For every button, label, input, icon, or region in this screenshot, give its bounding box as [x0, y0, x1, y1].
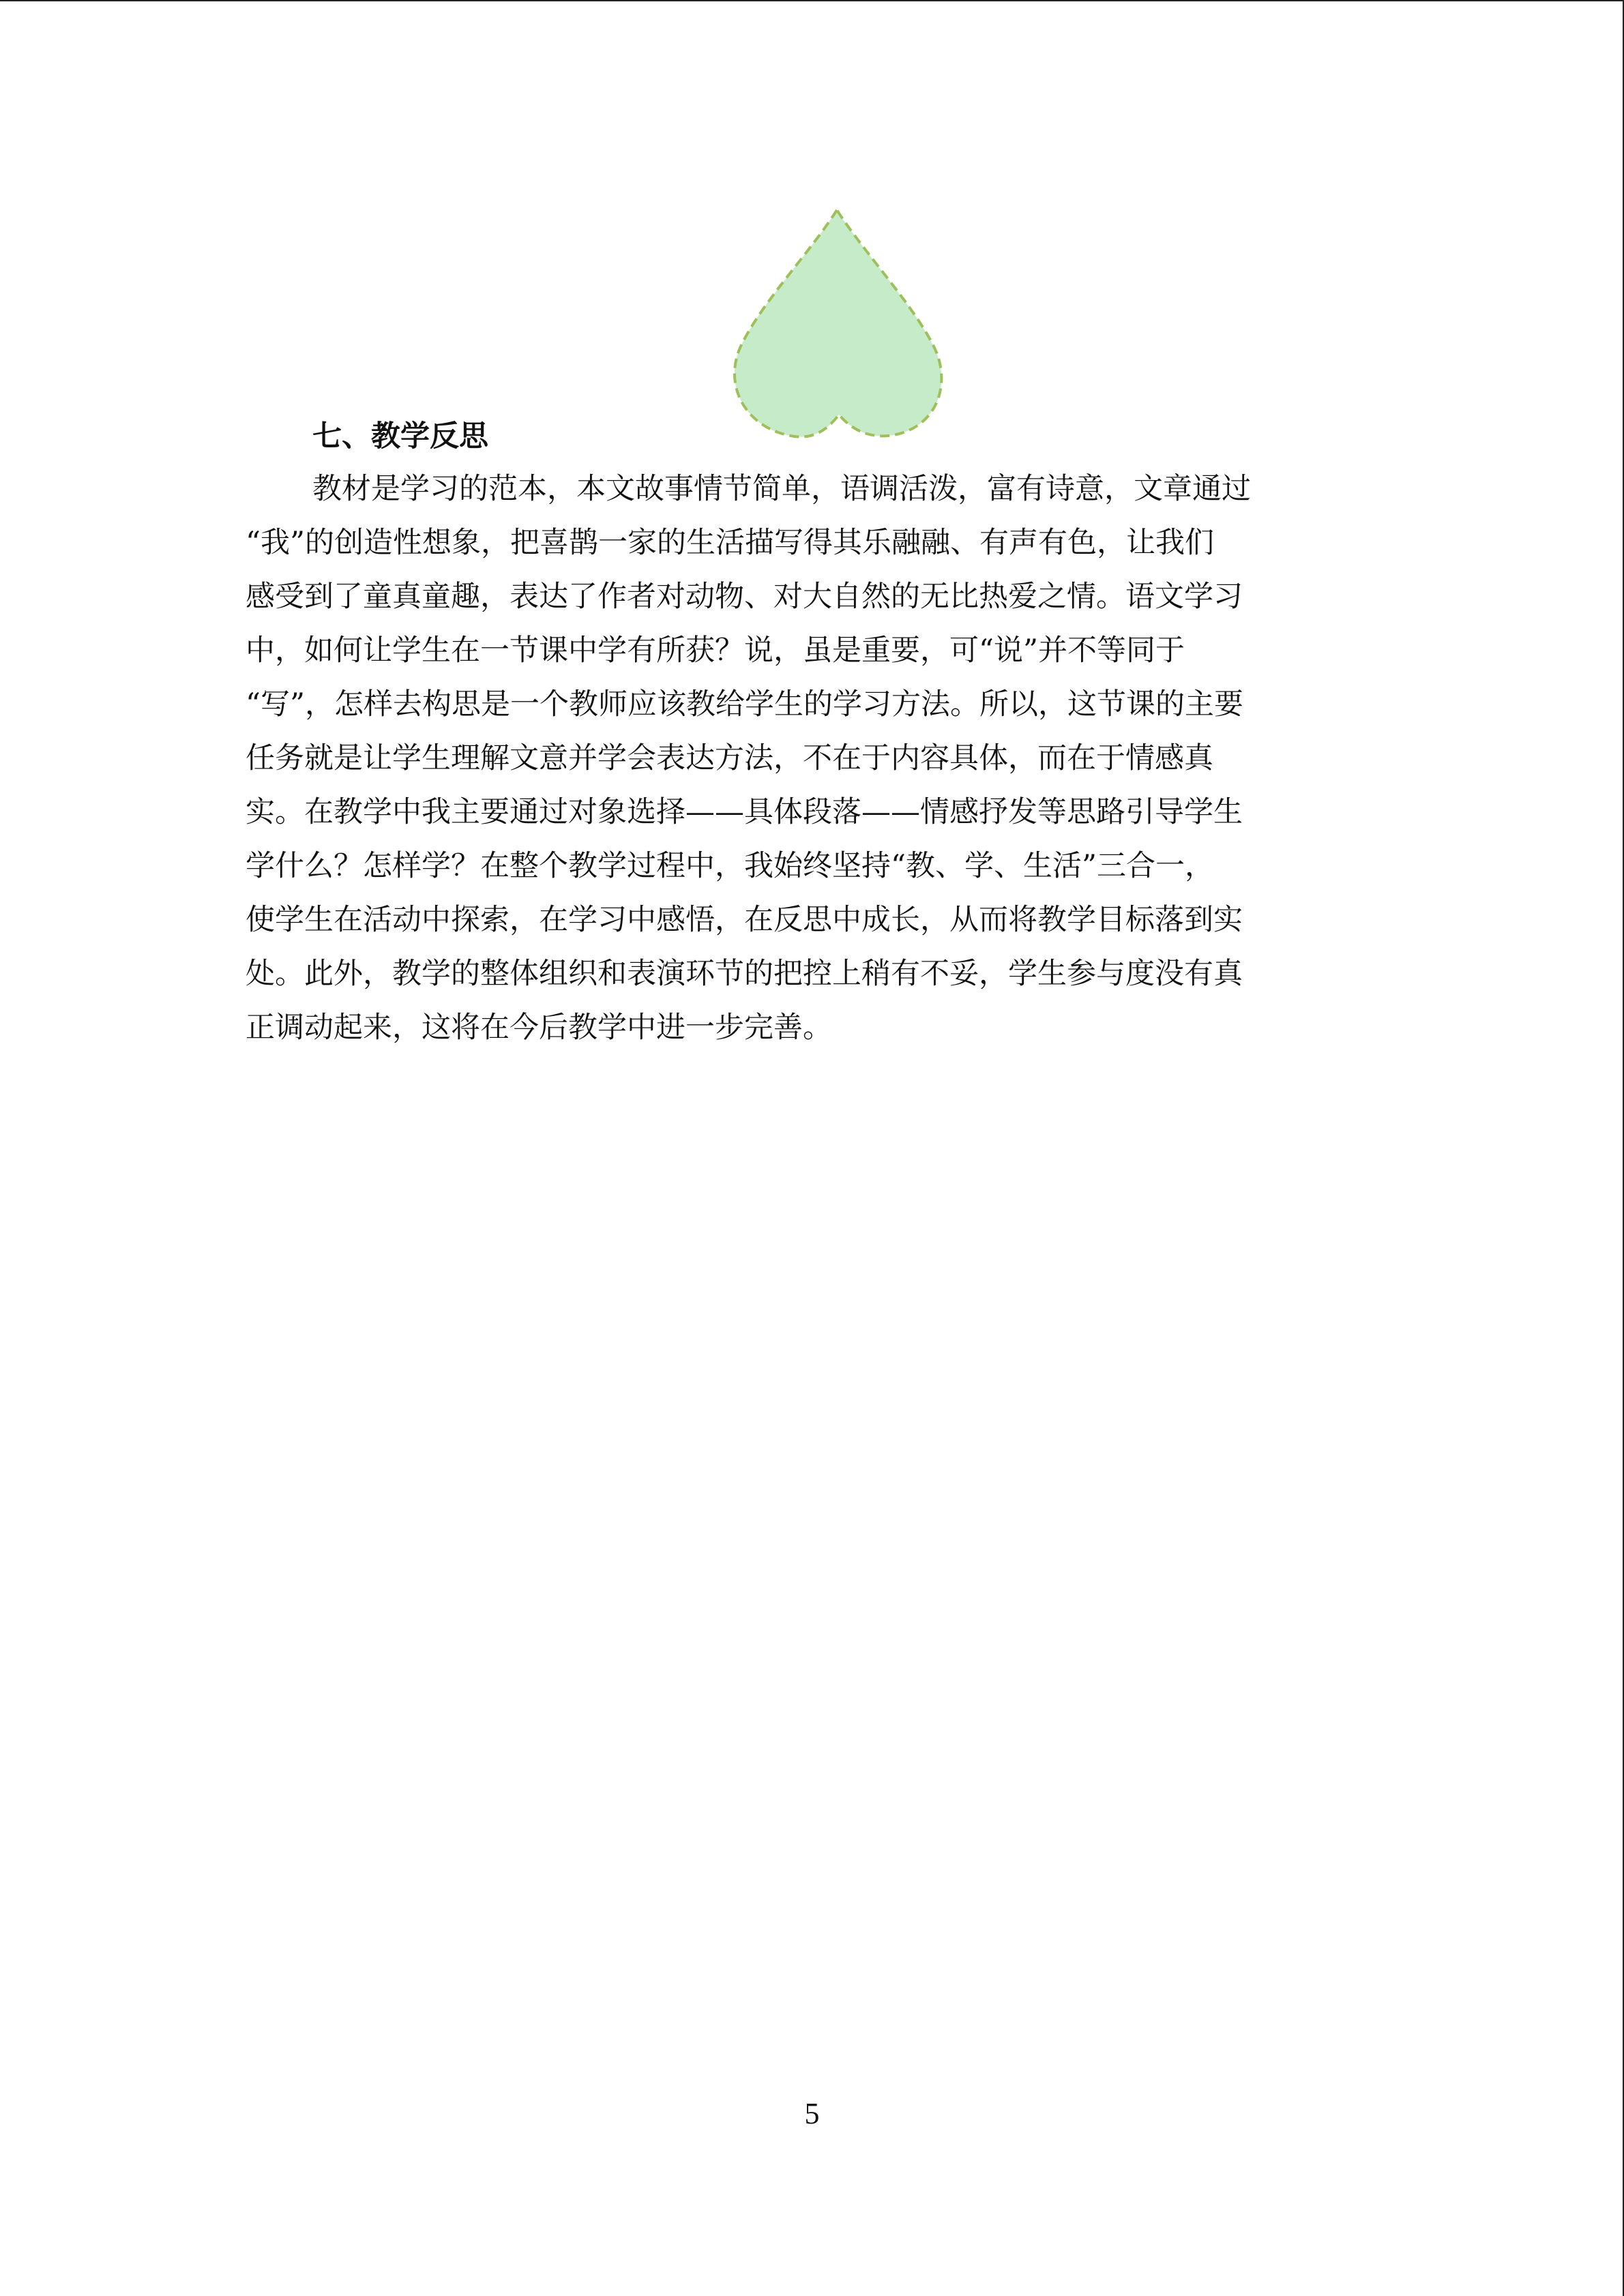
leaf-shape-decoration: [730, 205, 951, 443]
leaf-shape-path: [735, 210, 941, 437]
paragraph-line: 感受到了童真童趣，表达了作者对动物、对大自然的无比热爱之情。语文学习: [246, 580, 1243, 614]
paragraph-line: 任务就是让学生理解文意并学会表达方法，不在于内容具体，而在于情感真: [246, 741, 1213, 775]
paragraph-line: 使学生在活动中探索，在学习中感悟，在反思中成长，从而将教学目标落到实: [246, 903, 1243, 937]
paragraph-line: 处。此外，教学的整体组织和表演环节的把控上稍有不妥，学生参与度没有真: [246, 957, 1243, 991]
paragraph-line: 实。在教学中我主要通过对象选择——具体段落——情感抒发等思路引导学生: [246, 795, 1243, 829]
reflection-paragraph: [246, 462, 1381, 1055]
paragraph-line: 学什么？怎样学？在整个教学过程中，我始终坚持“教、学、生活”三合一，: [246, 849, 1214, 883]
section-heading: 七、教学反思: [312, 419, 488, 453]
paragraph-line: 正调动起来，这将在今后教学中进一步完善。: [246, 1011, 832, 1045]
paragraph-line: “我”的创造性想象，把喜鹊一家的生活描写得其乐融融、有声有色，让我们: [246, 526, 1214, 560]
paragraph-line: 教材是学习的范本，本文故事情节简单，语调活泼，富有诗意，文章通过: [312, 472, 1251, 506]
paragraph-line: “写”，怎样去构思是一个教师应该教给学生的学习方法。所以，这节课的主要: [246, 687, 1243, 721]
paragraph-line: 中，如何让学生在一节课中学有所获？说，虽是重要，可“说”并不等同于: [246, 633, 1185, 668]
page-number: 5: [804, 2097, 820, 2130]
